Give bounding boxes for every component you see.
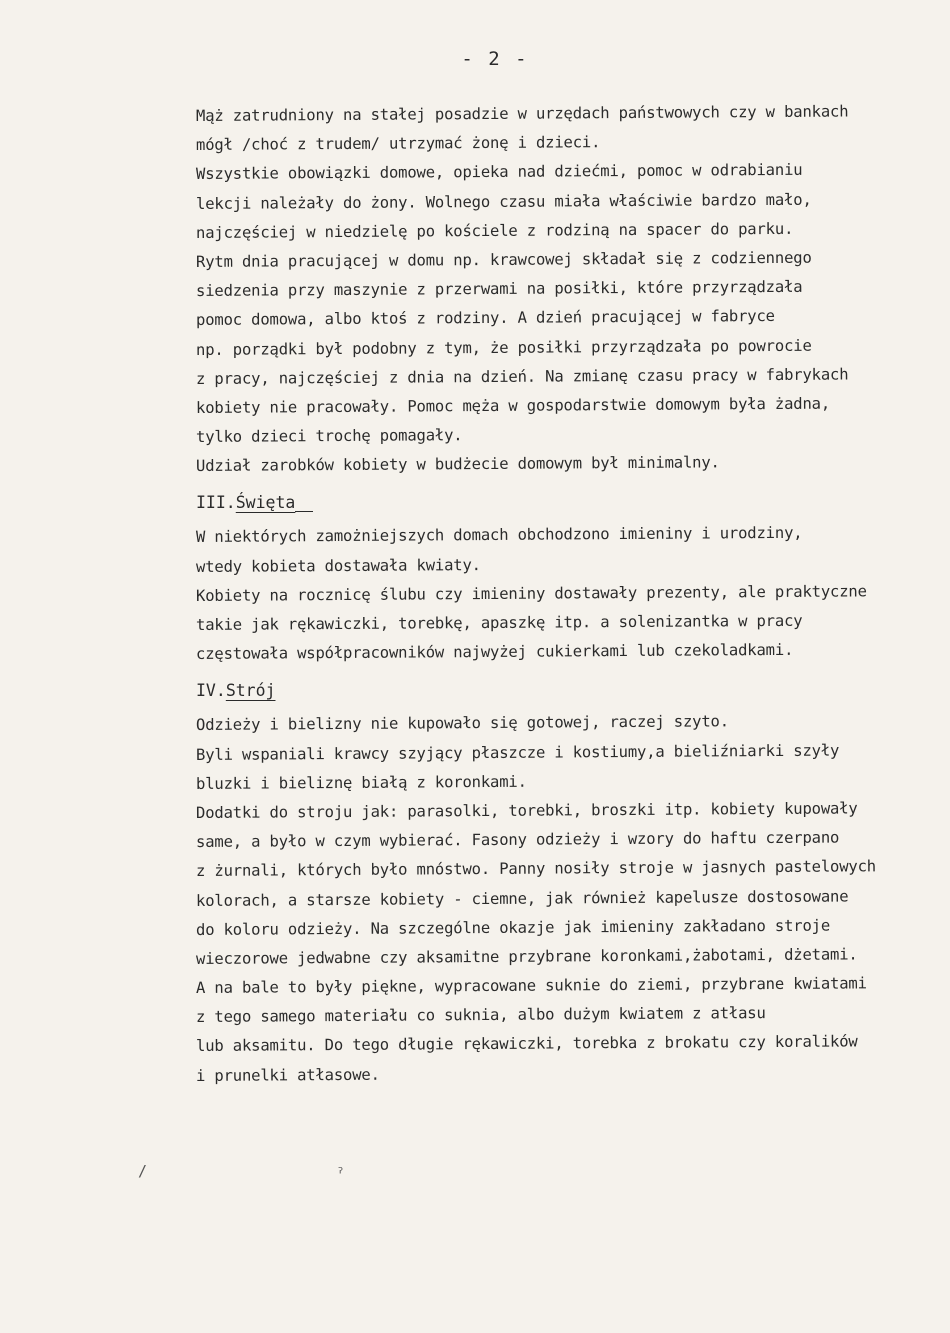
- text-line: z tego samego materiału co suknia, albo dużym kwiatem z atłasu: [195, 1004, 766, 1027]
- text-line: same, a było w czym wybierać. Fasony odzieży i wzory do haftu czerpano: [195, 828, 840, 852]
- text-line: kobiety nie pracowały. Pomoc męża w gospodarstwie domowym była żadna,: [195, 394, 831, 417]
- text-line: Wszystkie obowiązki domowe, opieka nad dziećmi, pomoc w odrabianiu: [195, 161, 803, 184]
- text-line: Byli wspaniali krawcy szyjący płaszcze i kostiumy,a bieliźniarki szyły: [195, 741, 840, 764]
- text-line: bluzki i bieliznę białą z koronkami.: [195, 772, 527, 793]
- text-line: i prunelki atłasowe.: [195, 1065, 380, 1085]
- text-line: tylko dzieci trochę pomagały.: [195, 426, 463, 447]
- text-line: mógł /choć z trudem/ utrzymać żonę i dzieci.: [195, 133, 601, 155]
- text-line: wtedy kobieta dostawała kwiaty.: [195, 555, 481, 576]
- page-number: - 2 -: [461, 48, 529, 70]
- text-line: Kobiety na rocznicę ślubu czy imieniny dostawały prezenty, ale praktyczne: [195, 582, 867, 605]
- document-body: [196, 102, 896, 1091]
- text-line: kolorach, a starsze kobiety - ciemne, jak również kapelusze dostosowane: [195, 886, 849, 910]
- section-title: Strój: [225, 681, 276, 701]
- text-line: takie jak rękawiczki, torebkę, apaszkę itp. a solenizantka w pracy: [195, 611, 803, 634]
- text-line: Udział zarobków kobiety w budżecie domowym był minimalny.: [195, 453, 720, 476]
- text-line: lub aksamitu. Do tego długie rękawiczki, torebka z brokatu czy koralików: [195, 1032, 858, 1056]
- text-line: częstowała współpracowników najwyżej cukierkami lub czekoladkami.: [195, 641, 794, 664]
- text-line: np. porządki był podobny z tym, że posiłki przyrządzała po powrocie: [195, 336, 812, 359]
- section-stroj-body: [196, 711, 896, 1090]
- underline-rule: [295, 510, 313, 512]
- text-line: do koloru odzieży. Na szczególne okazje jak imieniny zakładano stroje: [195, 916, 831, 939]
- text-line: Odzieży i bielizny nie kupowało się gotowej, raczej szyto.: [195, 712, 729, 735]
- text-line: pomoc domowa, albo ktoś z rodziny. A dzień pracującej w fabryce: [195, 307, 775, 330]
- text-line: wieczorowe jedwabne czy aksamitne przybrane koronkami,żabotami, dżetami.: [195, 945, 858, 968]
- text-line: siedzenia przy maszynie z przerwami na posiłki, które przyrządzała: [195, 277, 803, 301]
- section-heading-stroj: [196, 671, 896, 711]
- text-line: Dodatki do stroju jak: parasolki, torebki, broszki itp. kobiety kupowały: [195, 799, 858, 822]
- margin-mark: ˀ: [336, 1166, 346, 1184]
- text-line: z pracy, najczęściej z dnia na dzień. Na zmianę czasu pracy w fabrykach: [195, 365, 849, 388]
- text-line: lekcji należały do żony. Wolnego czasu miała właściwie bardzo mało,: [195, 190, 812, 213]
- text-line: A na bale to były piękne, wypracowane suknie do ziemi, przybrane kwiatami: [195, 974, 867, 998]
- text-line: W niektórych zamożniejszych domach obchodzono imieniny i urodziny,: [195, 524, 803, 547]
- section-title: Święta: [235, 493, 296, 513]
- section-number: IV.: [196, 681, 226, 701]
- section-number: III.: [196, 493, 236, 513]
- section-heading-swieta: [196, 483, 896, 523]
- text-line: Mąż zatrudniony na stałej posadzie w urzędach państwowych czy w bankach: [195, 102, 849, 125]
- margin-mark: /: [138, 1162, 148, 1180]
- text-line: Rytm dnia pracującej w domu np. krawcowej składał się z codziennego: [195, 248, 812, 271]
- intro-paragraph: [196, 102, 896, 481]
- text-line: najczęściej w niedzielę po kościele z rodziną na spacer do parku.: [195, 219, 794, 242]
- text-line: z żurnali, których było mnóstwo. Panny nosiły stroje w jasnych pastelowych: [195, 857, 876, 881]
- section-swieta-body: [196, 523, 896, 669]
